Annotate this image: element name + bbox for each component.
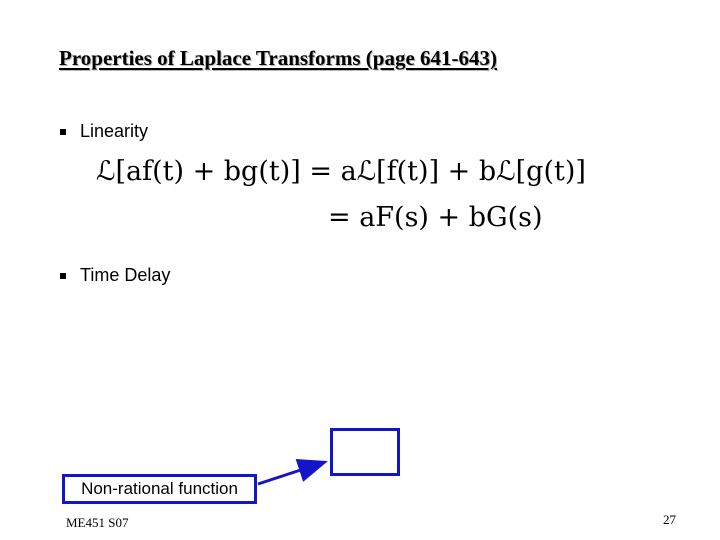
linearity-equation-line1: ℒ[af(t) + bg(t)] = aℒ[f(t)] + bℒ[g(t)] xyxy=(96,156,586,187)
callout-label: Non-rational function xyxy=(81,479,238,498)
slide-title: Properties of Laplace Transforms (page 641-643) xyxy=(59,46,498,70)
bullet-label: Time Delay xyxy=(80,265,171,285)
page-number: 27 xyxy=(663,512,676,527)
bullet-label: Linearity xyxy=(80,121,149,141)
linearity-equation-line2: = aF(s) + bG(s) xyxy=(328,202,543,233)
footer-course: ME451 S07 xyxy=(66,515,129,530)
callout-box xyxy=(62,474,257,504)
